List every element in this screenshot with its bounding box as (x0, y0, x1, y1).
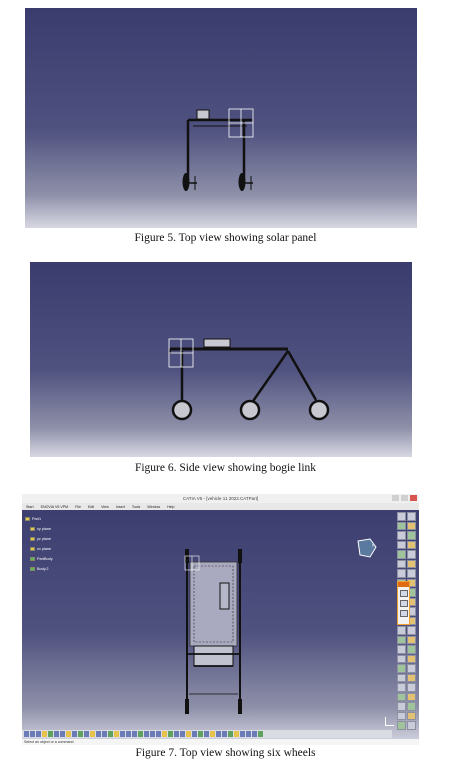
tool-button[interactable] (204, 731, 209, 737)
tool-button[interactable] (397, 712, 406, 721)
tool-button[interactable] (30, 731, 35, 737)
tool-button[interactable] (407, 569, 416, 578)
tool-button[interactable] (407, 560, 416, 569)
tool-button[interactable] (84, 731, 89, 737)
tool-button[interactable] (114, 731, 119, 737)
menu-start[interactable]: Start (26, 504, 34, 509)
tool-button[interactable] (36, 731, 41, 737)
figure-7-image (22, 494, 419, 745)
tool-button[interactable] (397, 550, 406, 559)
figure-6-image (30, 262, 412, 457)
tool-button[interactable] (222, 731, 227, 737)
tool-button[interactable] (24, 731, 29, 737)
figure-7-caption: Figure 7. Top view showing six wheels (135, 747, 316, 759)
tool-button[interactable] (210, 731, 215, 737)
tool-button[interactable] (150, 731, 155, 737)
status-text: Select an object or a command (24, 740, 74, 744)
right-toolbar (397, 512, 417, 740)
tool-button[interactable] (407, 541, 416, 550)
tool-button[interactable] (216, 731, 221, 737)
tool-button[interactable] (397, 664, 406, 673)
tool-button[interactable] (397, 512, 406, 521)
tool-button[interactable] (400, 600, 408, 607)
wheel-middle (241, 401, 259, 419)
menu-tools[interactable]: Tools (131, 504, 141, 509)
tool-button[interactable] (126, 731, 131, 737)
figure-5-caption: Figure 5. Top view showing solar panel (134, 232, 317, 244)
tool-button[interactable] (397, 721, 406, 730)
tool-button[interactable] (258, 731, 263, 737)
tool-button[interactable] (407, 645, 416, 654)
highlight-grid (229, 109, 253, 137)
tool-button[interactable] (132, 731, 137, 737)
highlight-grid (169, 339, 193, 367)
figure-5-image (25, 8, 417, 228)
floating-toolbar (397, 581, 410, 625)
tool-button[interactable] (407, 693, 416, 702)
tree-item-zx-plane[interactable]: zx plane (25, 544, 53, 554)
menu-insert[interactable]: Insert (115, 504, 125, 509)
tool-button[interactable] (66, 731, 71, 737)
tool-button[interactable] (180, 731, 185, 737)
tool-button[interactable] (407, 712, 416, 721)
tool-button[interactable] (407, 683, 416, 692)
tool-button[interactable] (78, 731, 83, 737)
rover-model-drawing (22, 494, 419, 745)
tool-button[interactable] (174, 731, 179, 737)
rover-side-view-drawing (30, 262, 412, 457)
tool-button[interactable] (397, 683, 406, 692)
svg-text:y: y (372, 542, 374, 547)
tool-button[interactable] (60, 731, 65, 737)
tool-button[interactable] (102, 731, 107, 737)
tool-button[interactable] (397, 655, 406, 664)
wheel-rear-right (238, 699, 242, 714)
wheel-rear (310, 401, 328, 419)
body-plate (190, 562, 237, 646)
lower-panel (194, 646, 233, 666)
menu-view[interactable]: View (101, 504, 109, 509)
menu-window[interactable]: Window (147, 504, 161, 509)
tool-button[interactable] (72, 731, 77, 737)
tool-button[interactable] (48, 731, 53, 737)
tool-button[interactable] (252, 731, 257, 737)
tree-item-body2[interactable]: Body.2 (25, 564, 53, 574)
left-wheel (183, 173, 190, 191)
tool-button[interactable] (144, 731, 149, 737)
tool-button[interactable] (407, 674, 416, 683)
tool-button[interactable] (96, 731, 101, 737)
menu-help[interactable]: Help (167, 504, 175, 509)
tree-item-yz-plane[interactable]: yz plane (25, 534, 53, 544)
tree-item-xy-plane[interactable]: xy plane (25, 524, 53, 534)
figure-6-caption: Figure 6. Side view showing bogie link (134, 462, 317, 474)
menu-edit[interactable]: Edit (87, 504, 95, 509)
tool-button[interactable] (397, 531, 406, 540)
bottom-toolbar (22, 730, 392, 738)
tool-button[interactable] (397, 569, 406, 578)
solar-panel (204, 339, 230, 347)
bogie-right (288, 351, 316, 400)
tool-button[interactable] (156, 731, 161, 737)
tool-button[interactable] (168, 731, 173, 737)
tool-button[interactable] (397, 541, 406, 550)
tool-button[interactable] (397, 560, 406, 569)
tool-button[interactable] (162, 731, 167, 737)
tool-button[interactable] (54, 731, 59, 737)
tool-button[interactable] (397, 702, 406, 711)
tool-button[interactable] (407, 655, 416, 664)
tool-button[interactable] (407, 522, 416, 531)
tool-button[interactable] (397, 693, 406, 702)
tool-button[interactable] (407, 702, 416, 711)
tool-button[interactable] (42, 731, 47, 737)
tool-button[interactable] (228, 731, 233, 737)
wheel-front-right (238, 549, 242, 563)
tool-button[interactable] (400, 590, 408, 597)
floating-toolbar-header[interactable] (398, 582, 409, 587)
tool-button[interactable] (397, 522, 406, 531)
tool-button[interactable] (186, 731, 191, 737)
tree-item-part[interactable]: Part1 (25, 514, 53, 524)
menu-file[interactable]: File (75, 504, 81, 509)
tool-button[interactable] (192, 731, 197, 737)
right-wheel (239, 173, 246, 191)
tool-button[interactable] (407, 550, 416, 559)
tool-button[interactable] (120, 731, 125, 737)
tool-button[interactable] (407, 512, 416, 521)
tool-button[interactable] (246, 731, 251, 737)
tool-button[interactable] (407, 721, 416, 730)
axis-indicator-icon (385, 717, 394, 726)
menu-enovia[interactable]: ENOVIA V5 VPM (40, 504, 69, 509)
solar-panel (197, 110, 209, 119)
tool-button[interactable] (407, 531, 416, 540)
window-title: CATIA V5 - [vehicle 11 2022.CATPart] (182, 496, 259, 501)
wheel-rear-left (185, 699, 189, 714)
tool-button[interactable] (407, 626, 416, 635)
wheel-front (173, 401, 191, 419)
tool-button[interactable] (397, 636, 406, 645)
status-bar (22, 739, 419, 745)
tool-button[interactable] (407, 664, 416, 673)
tool-button[interactable] (407, 636, 416, 645)
tool-button[interactable] (397, 645, 406, 654)
tool-button[interactable] (234, 731, 239, 737)
tool-button[interactable] (397, 674, 406, 683)
tool-button[interactable] (108, 731, 113, 737)
tool-button[interactable] (198, 731, 203, 737)
tool-button[interactable] (400, 610, 408, 617)
tool-button[interactable] (240, 731, 245, 737)
tool-button[interactable] (138, 731, 143, 737)
bogie-left (251, 351, 288, 404)
tree-item-partbody[interactable]: PartBody (25, 554, 53, 564)
rover-top-view-drawing (25, 8, 417, 228)
solar-panel (220, 583, 229, 609)
tool-button[interactable] (397, 626, 406, 635)
tool-button[interactable] (90, 731, 95, 737)
